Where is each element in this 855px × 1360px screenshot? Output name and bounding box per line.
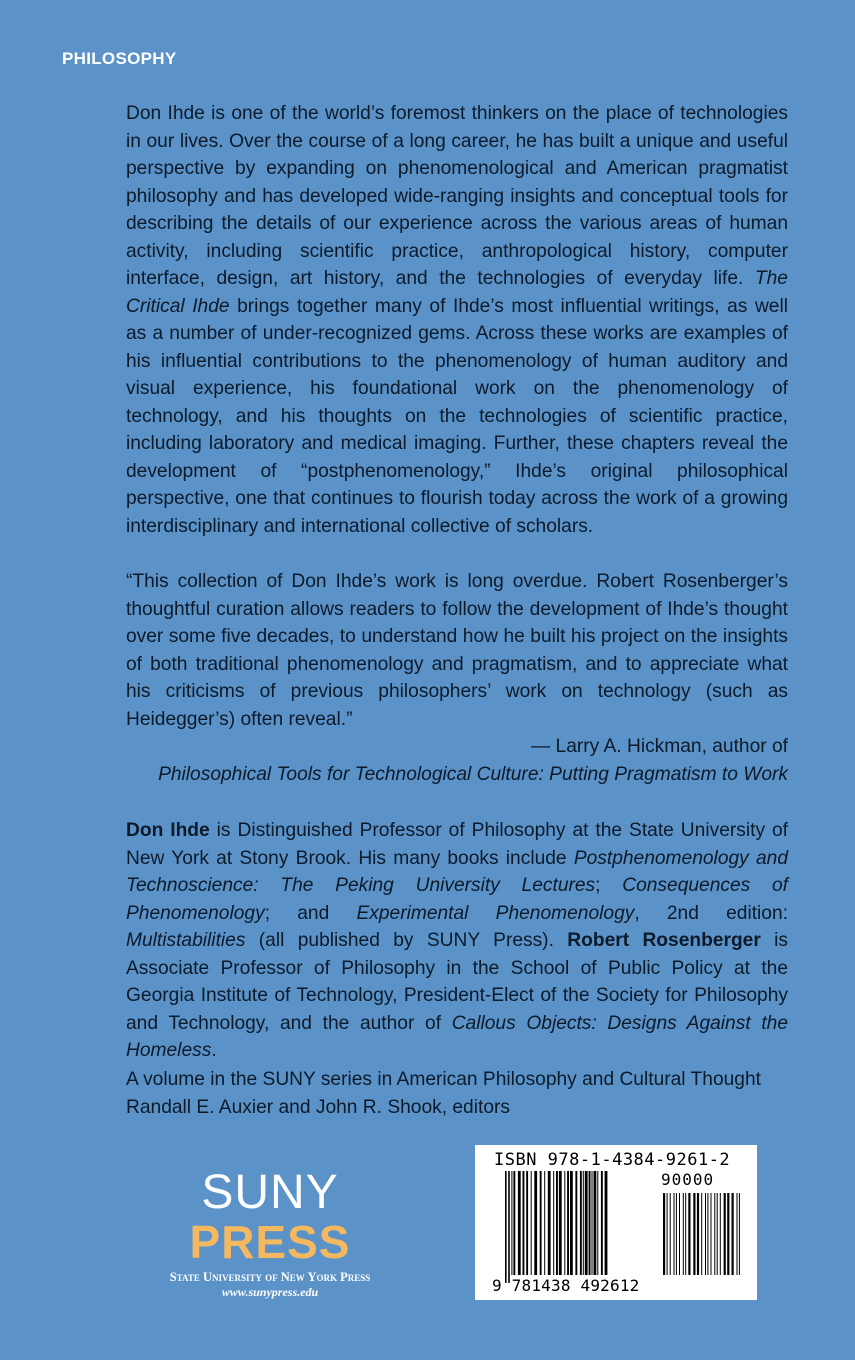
logo-press: PRESS (189, 1216, 351, 1268)
barcode-bar (523, 1171, 525, 1275)
series-line: A volume in the SUNY series in American Philosophy and Cultural Thought (126, 1069, 761, 1090)
bio-text: ; and (264, 902, 357, 924)
isbn-barcode (475, 1145, 757, 1300)
series-editors: Randall E. Auxier and John R. Shook, editors (126, 1096, 510, 1118)
author-bio (126, 817, 788, 1065)
ean-digits: 9 781438 492612 (492, 1276, 640, 1295)
barcode-bar (556, 1171, 558, 1275)
author-name: Don Ihde (126, 820, 210, 841)
barcode-bar (559, 1171, 562, 1275)
endorsement-book: Philosophical Tools for Technological Culture: Putting Pragmatism to Work (158, 763, 788, 785)
barcode-bar (531, 1171, 532, 1275)
endorsement (126, 568, 788, 788)
book-description (126, 100, 788, 540)
bio-text: (all published by SUNY Press). (245, 930, 568, 951)
barcode-bar (674, 1193, 675, 1275)
logo-suny: SUNY (201, 1166, 339, 1219)
barcode-bar (605, 1171, 608, 1275)
barcode-bar (540, 1171, 542, 1275)
bio-text: , 2nd edition: (634, 902, 788, 924)
barcode-bar (707, 1193, 708, 1275)
barcode-bar (597, 1171, 598, 1275)
bio-text: . (211, 1040, 217, 1061)
endorsement-attribution: — Larry A. Hickman, author of (531, 736, 788, 757)
barcode-bar (567, 1171, 569, 1275)
barcode-bar (714, 1193, 715, 1275)
barcode-bar (685, 1193, 686, 1275)
publisher-name: State University of New York Press (169, 1270, 371, 1284)
barcode-bar (663, 1193, 665, 1275)
barcode-bar (737, 1193, 738, 1275)
barcode-bar (534, 1171, 537, 1275)
bio-text: ; (595, 875, 623, 896)
barcode-addon: 90000 (661, 1170, 715, 1189)
barcode-bar (693, 1193, 695, 1275)
barcode-bar (732, 1193, 734, 1275)
barcode-bar (688, 1193, 690, 1275)
bio-book: Consequences of Phenomenology (126, 875, 788, 924)
barcode-bar (724, 1193, 726, 1275)
category-label: PHILOSOPHY (62, 49, 177, 68)
barcode-bar (676, 1193, 677, 1275)
bio-book: Postphenomenology and Technoscience: The Peking University Lectures (126, 847, 788, 896)
barcode-bar (570, 1171, 573, 1275)
publisher-url: www.sunypress.edu (221, 1285, 319, 1299)
barcode-bar (667, 1193, 668, 1275)
bio-text: is Distinguished Professor of Philosophy at the State University of New York at Stony Brook. His many books include (126, 820, 788, 869)
description-part-1: Don Ihde is one of the world’s foremost thinkers on the place of technologies in our lives. Over the course of a long career, he has built a unique and useful perspective by expanding on phenomenological and American pragmatist philosophy and has developed wide-ranging insights and conceptual tools for describing the details of our experience across the various areas of human activity, including scientific practice, anthropological history, computer interface, design, art history, and the technologies of everyday life. (126, 103, 788, 289)
barcode-bar (580, 1171, 582, 1275)
barcode-bar (526, 1171, 528, 1275)
bio-book: Experimental Phenomenology (356, 902, 635, 924)
barcode-bar (697, 1193, 699, 1275)
barcode-bar (513, 1171, 515, 1275)
barcode-bar (601, 1171, 603, 1275)
barcode-bar (727, 1193, 729, 1275)
barcode-bar (564, 1171, 565, 1275)
book-title: The Critical Ihde (126, 268, 788, 317)
isbn-label: ISBN 978-1-4384-9261-2 (494, 1150, 731, 1170)
bio-book: Callous Objects: Designs Against the Homeless (126, 1012, 788, 1061)
description-part-2: brings together many of Ihde’s most influential writings, as well as a number of under-recognized gems. Across these works are examples of his influential contributions to the phenomenology of human auditory and visual experience, his foundational work on the phenomenology of technology, and his thoughts on the technologies of scientific practice, including laboratory and medical imaging. Further, these chapters reveal the development of “postphenomenology,” Ihde’s original philosophical perspective, one that continues to flourish today across the work of a growing interdisciplinary and international collective of scholars. (126, 295, 788, 537)
editor-name: Robert Rosenberger (567, 930, 761, 951)
barcode-bar (711, 1193, 712, 1275)
barcode-bar (679, 1193, 680, 1275)
barcode-bar (701, 1193, 702, 1275)
barcode-bar (508, 1171, 510, 1283)
barcode-bar (592, 1171, 593, 1275)
barcode-bar (575, 1171, 577, 1275)
barcode-bar (670, 1193, 671, 1275)
barcode-bar (589, 1171, 591, 1275)
barcode-bar (544, 1171, 545, 1275)
barcode-bar (720, 1193, 721, 1275)
barcode-bar (553, 1171, 554, 1275)
barcode-bar (705, 1193, 706, 1275)
barcode-bar (548, 1171, 551, 1275)
barcode-bar (511, 1171, 512, 1275)
barcode-bar (717, 1193, 718, 1275)
barcode-bar (585, 1171, 588, 1275)
bio-text: is Associate Professor of Philosophy in the School of Public Policy at the Georgia Institute of Technology, President-Elect of the Society for Philosophy and Technology, and the author of (126, 930, 789, 1034)
publisher-logo (150, 1168, 390, 1300)
barcode-bar (683, 1193, 684, 1275)
barcode-bar (518, 1171, 521, 1275)
series-info (126, 1066, 788, 1121)
barcode-bar (594, 1171, 597, 1275)
endorsement-quote: “This collection of Don Ihde’s work is long overdue. Robert Rosenberger’s thoughtful curation allows readers to follow the development of Ihde’s thought over some five decades, to understand how he built his project on the insights of both traditional phenomenology and pragmatism, and to appreciate what his criticisms of previous philosophers’ work on technology (such as Heidegger’s) often reveal.” (126, 571, 788, 730)
barcode-bar (583, 1171, 584, 1275)
bio-book: Multistabilities (126, 930, 246, 951)
barcode-bar (739, 1193, 740, 1275)
barcode-bar (505, 1171, 507, 1283)
